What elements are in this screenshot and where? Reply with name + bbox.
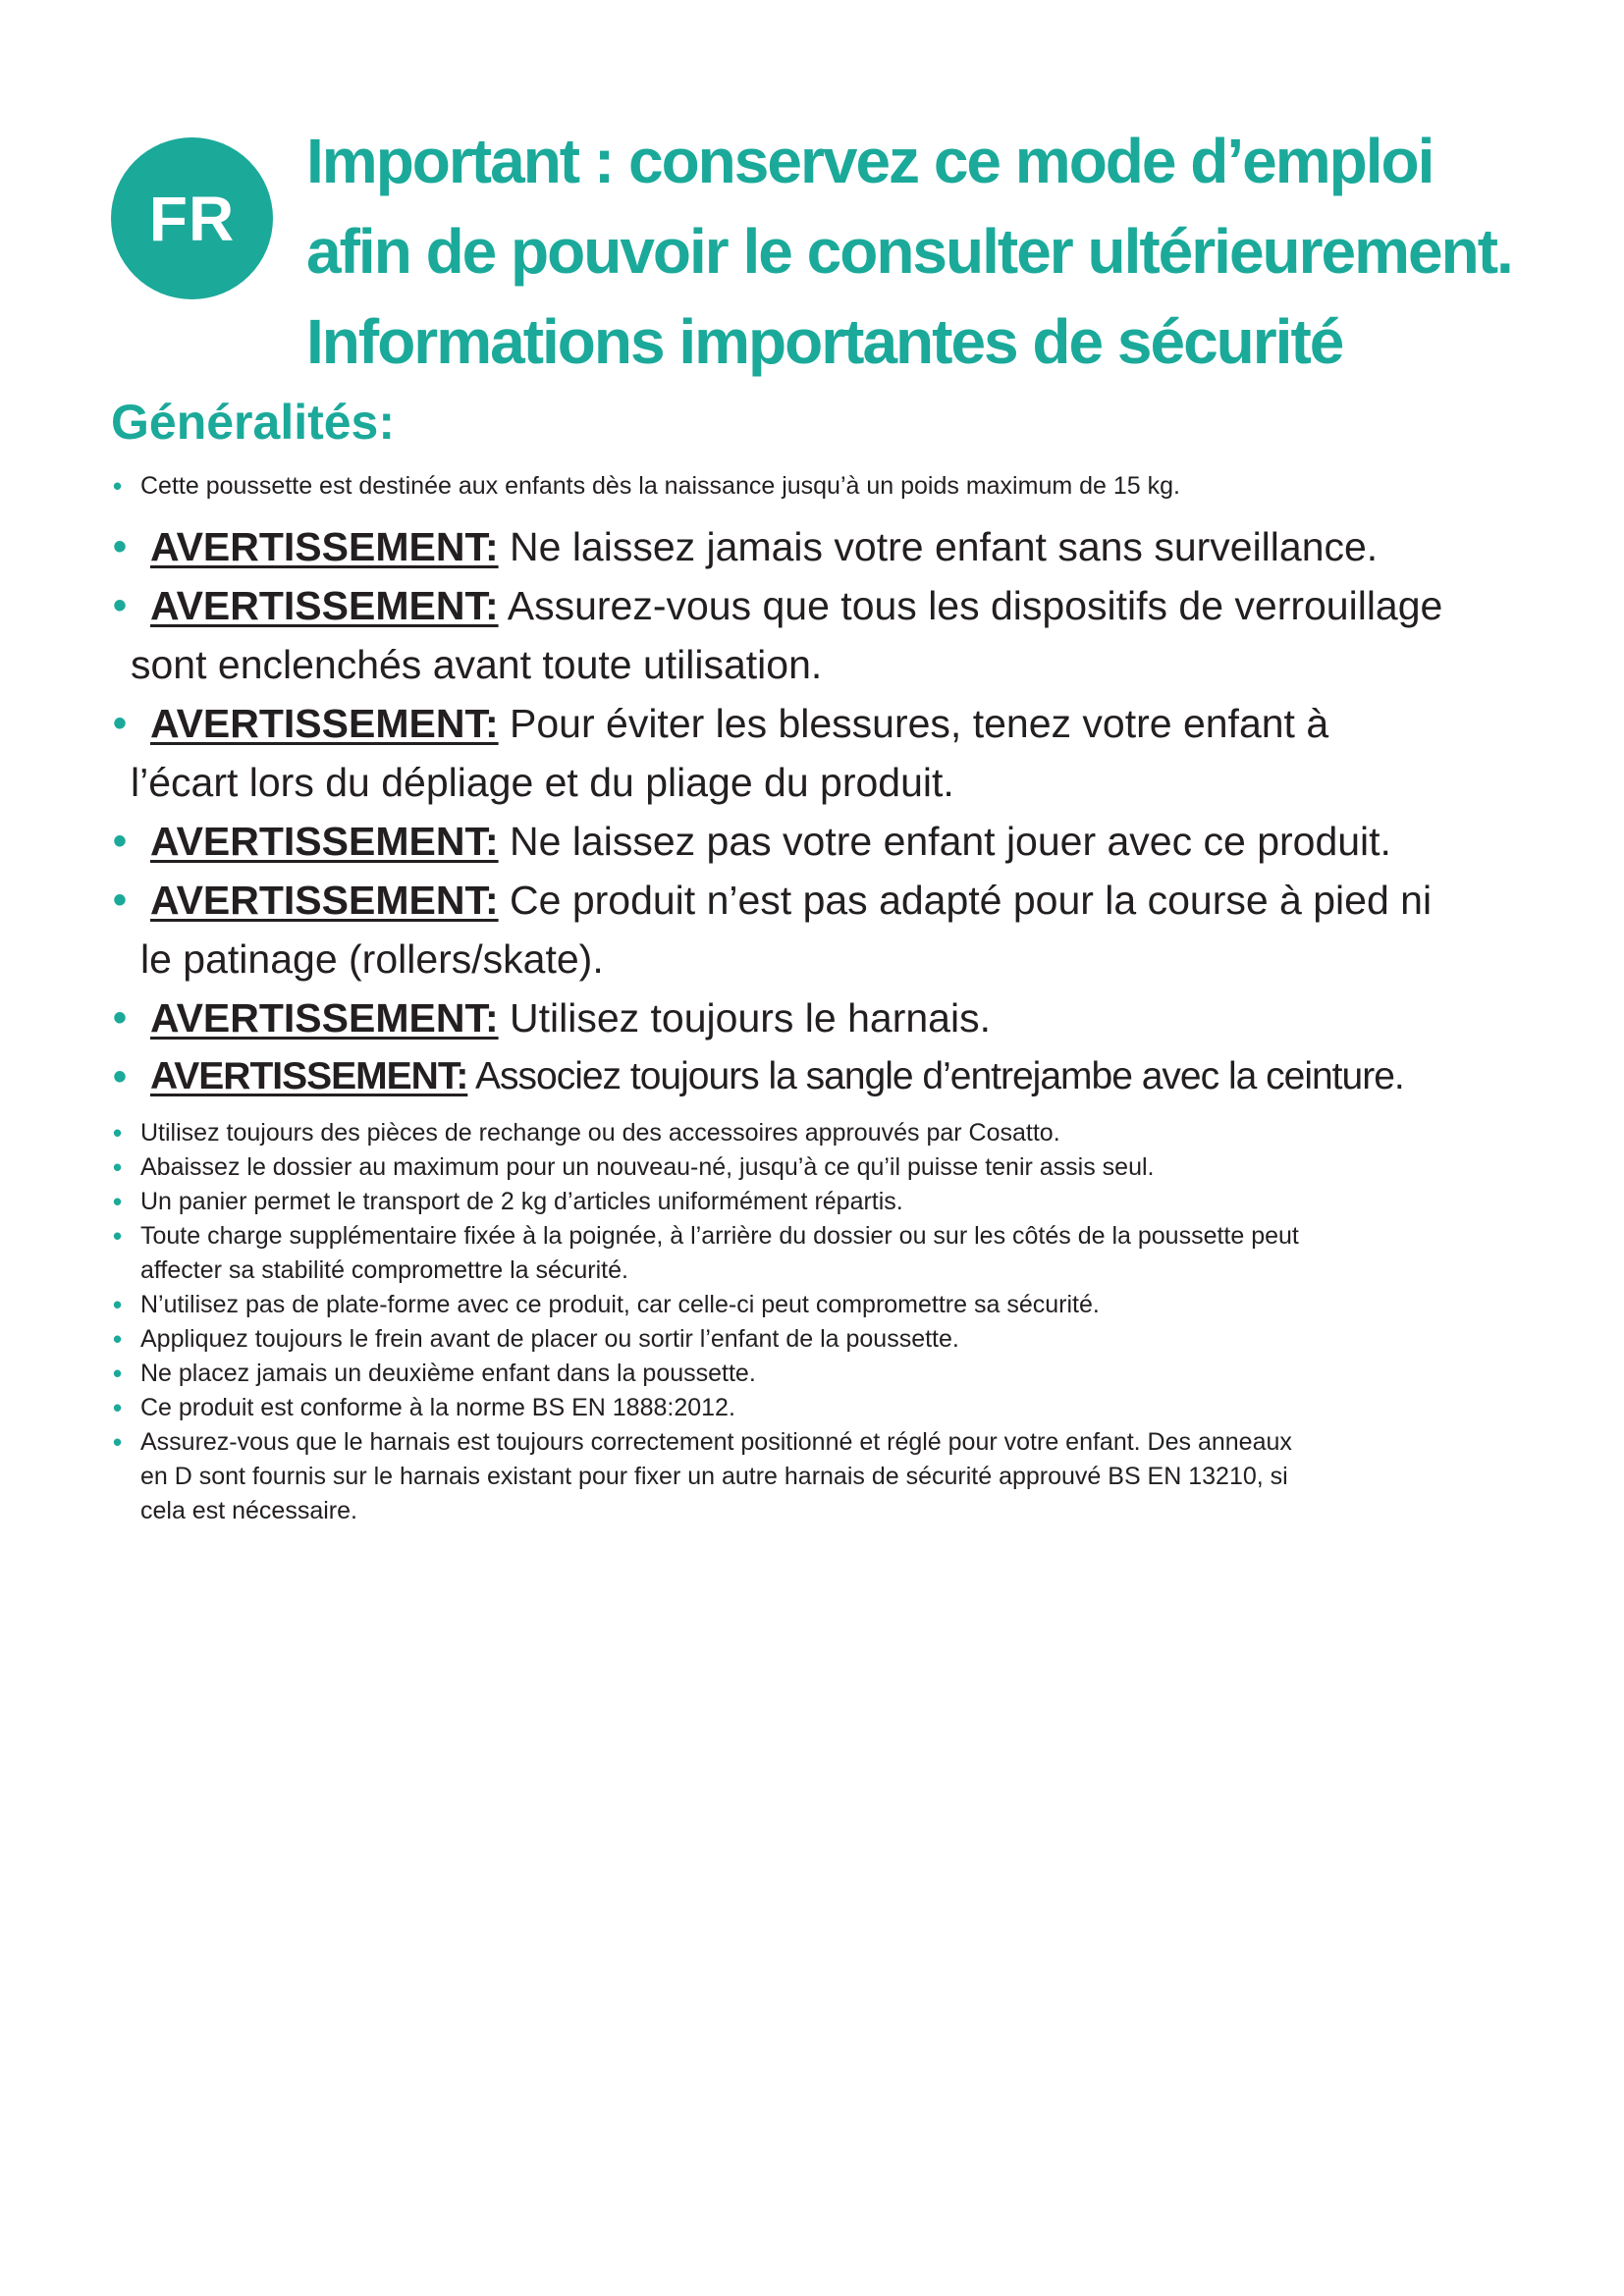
- list-item: • Appliquez toujours le frein avant de placer ou sortir l’enfant de la poussette.: [111, 1322, 1535, 1357]
- warning-label: AVERTISSEMENT:: [150, 701, 499, 746]
- list-item: • Ce produit est conforme à la norme BS EN 1888:2012.: [111, 1391, 1535, 1425]
- bullet-icon: •: [113, 525, 128, 568]
- bullet-icon: •: [113, 879, 128, 922]
- bullet-icon: •: [113, 1324, 123, 1354]
- list-item: • Toute charge supplémentaire fixée à la poignée, à l’arrière du dossier ou sur les côtés de la poussette peut affecter sa stabilité compromettre la sécurité.: [113, 1221, 1299, 1284]
- warning-label: AVERTISSEMENT:: [150, 583, 499, 628]
- title-line-2: afin de pouvoir le consulter ultérieurement.: [306, 216, 1512, 287]
- bullet-icon: •: [113, 471, 123, 501]
- bullet-icon: •: [113, 820, 128, 863]
- bullet-icon: •: [113, 996, 128, 1040]
- list-item: • Abaissez le dossier au maximum pour un nouveau-né, jusqu’à ce qu’il puisse tenir assis seul.: [111, 1150, 1535, 1185]
- warning-label: AVERTISSEMENT:: [150, 524, 499, 569]
- warning-item: • AVERTISSEMENT: Pour éviter les blessures, tenez votre enfant à l’écart lors du dépliage et du pliage du produit.: [111, 694, 1535, 812]
- language-code: FR: [148, 183, 236, 254]
- list-item: • Un panier permet le transport de 2 kg d’articles uniformément répartis.: [111, 1185, 1535, 1219]
- list-item: • N’utilisez pas de plate-forme avec ce produit, car celle-ci peut compromettre sa sécurité.: [111, 1288, 1535, 1322]
- warning-item: • AVERTISSEMENT: Ne laissez jamais votre enfant sans surveillance.: [111, 517, 1535, 576]
- list-item: • Ne placez jamais un deuxième enfant dans la poussette.: [111, 1357, 1535, 1391]
- bullet-icon: •: [113, 702, 128, 745]
- warning-item: • AVERTISSEMENT: Ne laissez pas votre enfant jouer avec ce produit.: [111, 812, 1535, 871]
- warning-label: AVERTISSEMENT:: [150, 819, 499, 864]
- list-item: • Cette poussette est destinée aux enfants dès la naissance jusqu’à un poids maximum de 15 kg.: [111, 469, 1535, 504]
- page-title: [306, 116, 1583, 387]
- title-line-3: Informations importantes de sécurité: [306, 306, 1343, 377]
- bullet-icon: •: [113, 584, 128, 627]
- bullet-icon: •: [113, 1221, 123, 1251]
- bullet-icon: •: [113, 1187, 123, 1216]
- warning-item: • AVERTISSEMENT: Assurez-vous que tous les dispositifs de verrouillage sont enclenchés avant toute utilisation.: [111, 576, 1535, 694]
- language-badge: [111, 137, 273, 299]
- bullet-icon: •: [113, 1427, 123, 1457]
- bullet-icon: •: [113, 1152, 123, 1182]
- bullet-icon: •: [113, 1290, 123, 1319]
- list-item: • Utilisez toujours des pièces de rechange ou des accessoires approuvés par Cosatto.: [111, 1116, 1535, 1150]
- section-heading: Généralités:: [111, 395, 396, 450]
- warning-item: • AVERTISSEMENT: Utilisez toujours le harnais.: [111, 988, 1535, 1047]
- bullet-icon: •: [113, 1118, 123, 1148]
- bullet-icon: •: [113, 1359, 123, 1388]
- bullet-icon: •: [113, 1393, 123, 1422]
- warning-item: • AVERTISSEMENT: Associez toujours la sangle d’entrejambe avec la ceinture.: [111, 1047, 1535, 1106]
- list-item: • Assurez-vous que le harnais est toujours correctement positionné et réglé pour votre enfant. Des anneaux en D sont fournis sur le harnais existant pour fixer un autre harnais de sécurité approuvé BS EN 13210, si cela est nécessaire.: [113, 1427, 1292, 1524]
- warning-item: • AVERTISSEMENT: Ce produit n’est pas adapté pour la course à pied ni le patinage (rollers/skate).: [111, 871, 1535, 988]
- title-line-1: Important : conservez ce mode d’emploi: [306, 126, 1434, 196]
- safety-list: [111, 469, 1535, 1528]
- warning-label: AVERTISSEMENT:: [150, 878, 499, 923]
- bullet-icon: •: [113, 1055, 127, 1098]
- warning-label: AVERTISSEMENT:: [150, 995, 499, 1041]
- warning-label: AVERTISSEMENT:: [150, 1055, 468, 1097]
